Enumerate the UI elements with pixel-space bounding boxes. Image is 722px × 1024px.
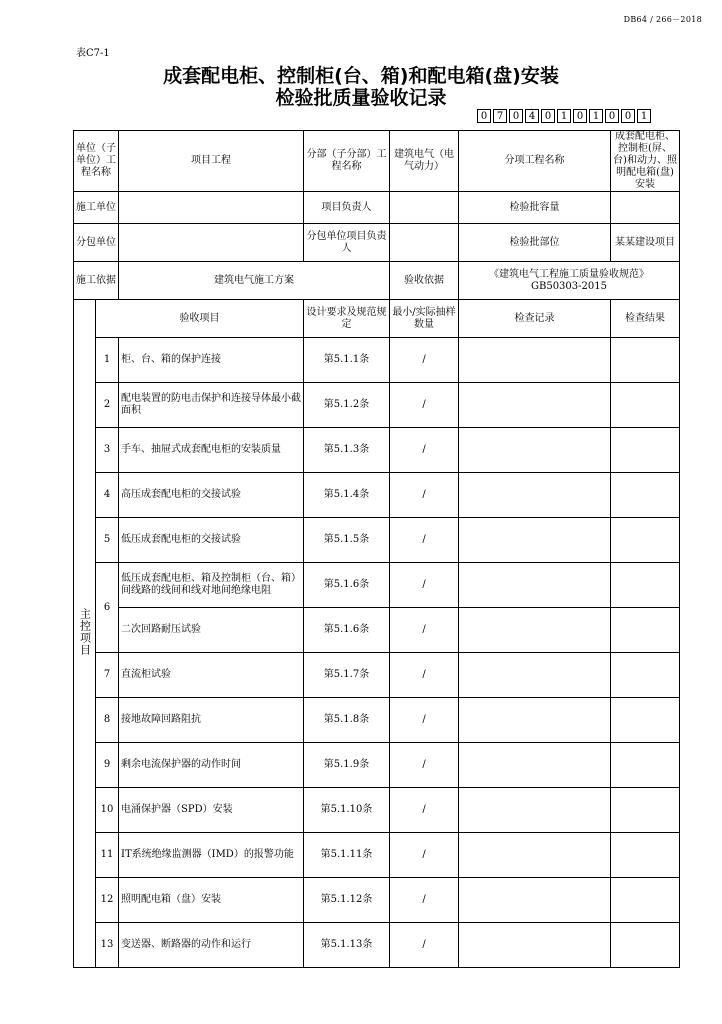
- row-result[interactable]: [611, 833, 680, 878]
- table-row: [74, 833, 680, 878]
- row-sample[interactable]: /: [390, 383, 459, 428]
- row-clause: 第5.1.4条: [304, 473, 390, 518]
- row-record[interactable]: [459, 923, 611, 968]
- row-sample[interactable]: /: [390, 698, 459, 743]
- code-digit-box: 1: [589, 109, 603, 123]
- row-item: 高压成套配电柜的交接试验: [119, 473, 304, 518]
- row-item: 接地故障回路阻抗: [119, 698, 304, 743]
- code-digit-box: 1: [637, 109, 651, 123]
- sub-pm-label: 分包单位项目负责人: [304, 224, 390, 262]
- row-sample[interactable]: /: [390, 518, 459, 563]
- basis-label: 施工依据: [74, 262, 119, 300]
- code-digit-box: 0: [541, 109, 555, 123]
- code-boxes: [477, 109, 653, 123]
- row-result[interactable]: [611, 563, 680, 608]
- row-clause: 第5.1.6条: [304, 608, 390, 653]
- location-value[interactable]: 某某建设项目: [611, 224, 680, 262]
- row-clause: 第5.1.7条: [304, 653, 390, 698]
- row-sample[interactable]: /: [390, 338, 459, 383]
- contractor-value[interactable]: [119, 192, 304, 224]
- row-number: 8: [96, 698, 119, 743]
- standard-code: DB64 / 266－2018: [623, 15, 702, 24]
- row-number: 2: [96, 383, 119, 428]
- row-record[interactable]: [459, 878, 611, 923]
- row-clause: 第5.1.3条: [304, 428, 390, 473]
- row-record[interactable]: [459, 338, 611, 383]
- subcontractor-label: 分包单位: [74, 224, 119, 262]
- row-record[interactable]: [459, 743, 611, 788]
- row-record[interactable]: [459, 473, 611, 518]
- code-digit-box: 0: [621, 109, 635, 123]
- col-header-item: 验收项目: [96, 300, 304, 338]
- capacity-label: 检验批容量: [459, 192, 611, 224]
- row-number: 4: [96, 473, 119, 518]
- row-item: 二次回路耐压试验: [119, 608, 304, 653]
- division-label: 分部（子分部）工程名称: [304, 131, 390, 192]
- row-sample[interactable]: /: [390, 563, 459, 608]
- row-sample[interactable]: /: [390, 878, 459, 923]
- row-clause: 第5.1.6条: [304, 563, 390, 608]
- row-item: 柜、台、箱的保护连接: [119, 338, 304, 383]
- row-clause: 第5.1.10条: [304, 788, 390, 833]
- row-record[interactable]: [459, 383, 611, 428]
- row-result[interactable]: [611, 428, 680, 473]
- row-result[interactable]: [611, 788, 680, 833]
- section-label-text: 主控项目: [78, 607, 92, 656]
- code-digit-box: 4: [525, 109, 539, 123]
- row-item: 变送器、断路器的动作和运行: [119, 923, 304, 968]
- contractor-label: 施工单位: [74, 192, 119, 224]
- table-row: [74, 338, 680, 383]
- row-clause: 第5.1.8条: [304, 698, 390, 743]
- code-digit-box: 0: [509, 109, 523, 123]
- form-number: 表C7-1: [76, 48, 110, 59]
- basis-value[interactable]: 建筑电气施工方案: [119, 262, 390, 300]
- section-label-main-control: [74, 300, 96, 968]
- row-number: 10: [96, 788, 119, 833]
- table-row: [74, 878, 680, 923]
- row-item: 低压成套配电柜的交接试验: [119, 518, 304, 563]
- table-row: [74, 428, 680, 473]
- row-record[interactable]: [459, 698, 611, 743]
- row-clause: 第5.1.12条: [304, 878, 390, 923]
- row-result[interactable]: [611, 698, 680, 743]
- page-subtitle: 检验批质量验收记录: [275, 87, 447, 109]
- row-number: 6: [96, 563, 119, 653]
- table-row: [74, 563, 680, 608]
- table-row: [74, 518, 680, 563]
- row-result[interactable]: [611, 923, 680, 968]
- row-sample[interactable]: /: [390, 653, 459, 698]
- col-header-design: 设计要求及规范规定: [304, 300, 390, 338]
- capacity-value[interactable]: [611, 192, 680, 224]
- row-result[interactable]: [611, 608, 680, 653]
- row-number: 7: [96, 653, 119, 698]
- location-label: 检验批部位: [459, 224, 611, 262]
- row-clause: 第5.1.1条: [304, 338, 390, 383]
- table-row: [74, 383, 680, 428]
- acceptance-value-line2: GB50303-2015: [531, 280, 607, 292]
- code-digit-box: 0: [605, 109, 619, 123]
- row-sample[interactable]: /: [390, 608, 459, 653]
- row-item: IT系统绝缘监测器（IMD）的报警功能: [119, 833, 304, 878]
- table-row: [74, 743, 680, 788]
- code-digit-box: 0: [477, 109, 491, 123]
- row-record[interactable]: [459, 563, 611, 608]
- subcontractor-value[interactable]: [119, 224, 304, 262]
- inspection-form: [73, 130, 680, 968]
- unit-value[interactable]: 项目工程: [119, 131, 304, 192]
- row-record[interactable]: [459, 653, 611, 698]
- row-record[interactable]: [459, 788, 611, 833]
- row-record[interactable]: [459, 608, 611, 653]
- acceptance-value-line1: 《建筑电气工程施工质量验收规范》: [489, 268, 649, 280]
- row-result[interactable]: [611, 473, 680, 518]
- row-item: 手车、抽屉式成套配电柜的安装质量: [119, 428, 304, 473]
- row-record[interactable]: [459, 428, 611, 473]
- row-number: 13: [96, 923, 119, 968]
- row-number: 11: [96, 833, 119, 878]
- row-record[interactable]: [459, 518, 611, 563]
- row-number: 5: [96, 518, 119, 563]
- row-sample[interactable]: /: [390, 833, 459, 878]
- code-digit-box: 1: [557, 109, 571, 123]
- division-value[interactable]: 建筑电气（电气动力）: [390, 131, 459, 192]
- row-result[interactable]: [611, 383, 680, 428]
- row-clause: 第5.1.13条: [304, 923, 390, 968]
- subitem-value[interactable]: 成套配电柜、控制柜(屏、台)和动力、照明配电箱(盘)安装: [611, 131, 680, 192]
- row-item: 照明配电箱（盘）安装: [119, 878, 304, 923]
- pm-label: 项目负责人: [304, 192, 390, 224]
- row-item: 电涌保护器（SPD）安装: [119, 788, 304, 833]
- table-row: [74, 788, 680, 833]
- col-header-record: 检查记录: [459, 300, 611, 338]
- row-clause: 第5.1.5条: [304, 518, 390, 563]
- row-number: 12: [96, 878, 119, 923]
- subitem-label: 分项工程名称: [459, 131, 611, 192]
- row-number: 3: [96, 428, 119, 473]
- table-row: [74, 698, 680, 743]
- col-header-sample: 最小/实际抽样数量: [390, 300, 459, 338]
- row-result[interactable]: [611, 338, 680, 383]
- row-item: 配电装置的防电击保护和连接导体最小截面积: [119, 383, 304, 428]
- acceptance-label: 验收依据: [390, 262, 459, 300]
- sub-pm-value[interactable]: [390, 224, 459, 262]
- row-clause: 第5.1.9条: [304, 743, 390, 788]
- code-digit-box: 7: [493, 109, 507, 123]
- row-number: 1: [96, 338, 119, 383]
- row-number: 9: [96, 743, 119, 788]
- row-result[interactable]: [611, 653, 680, 698]
- pm-value[interactable]: [390, 192, 459, 224]
- row-sample[interactable]: /: [390, 743, 459, 788]
- row-result[interactable]: [611, 743, 680, 788]
- row-sample[interactable]: /: [390, 428, 459, 473]
- page-title: 成套配电柜、控制柜(台、箱)和配电箱(盘)安装: [163, 65, 559, 87]
- row-item: 直流柜试验: [119, 653, 304, 698]
- unit-label: 单位（子单位）工程名称: [74, 131, 119, 192]
- table-row: [74, 653, 680, 698]
- row-sample[interactable]: /: [390, 788, 459, 833]
- row-record[interactable]: [459, 833, 611, 878]
- row-result[interactable]: [611, 878, 680, 923]
- row-clause: 第5.1.2条: [304, 383, 390, 428]
- row-result[interactable]: [611, 518, 680, 563]
- row-item: 剩余电流保护器的动作时间: [119, 743, 304, 788]
- code-digit-box: 0: [573, 109, 587, 123]
- table-row: [74, 608, 680, 653]
- row-item: 低压成套配电柜、箱及控制柜（台、箱）间线路的线间和线对地间绝缘电阻: [119, 563, 304, 608]
- table-row: [74, 473, 680, 518]
- acceptance-value[interactable]: [459, 262, 680, 300]
- row-sample[interactable]: /: [390, 473, 459, 518]
- row-clause: 第5.1.11条: [304, 833, 390, 878]
- col-header-result: 检查结果: [611, 300, 680, 338]
- row-sample[interactable]: /: [390, 923, 459, 968]
- table-row: [74, 923, 680, 968]
